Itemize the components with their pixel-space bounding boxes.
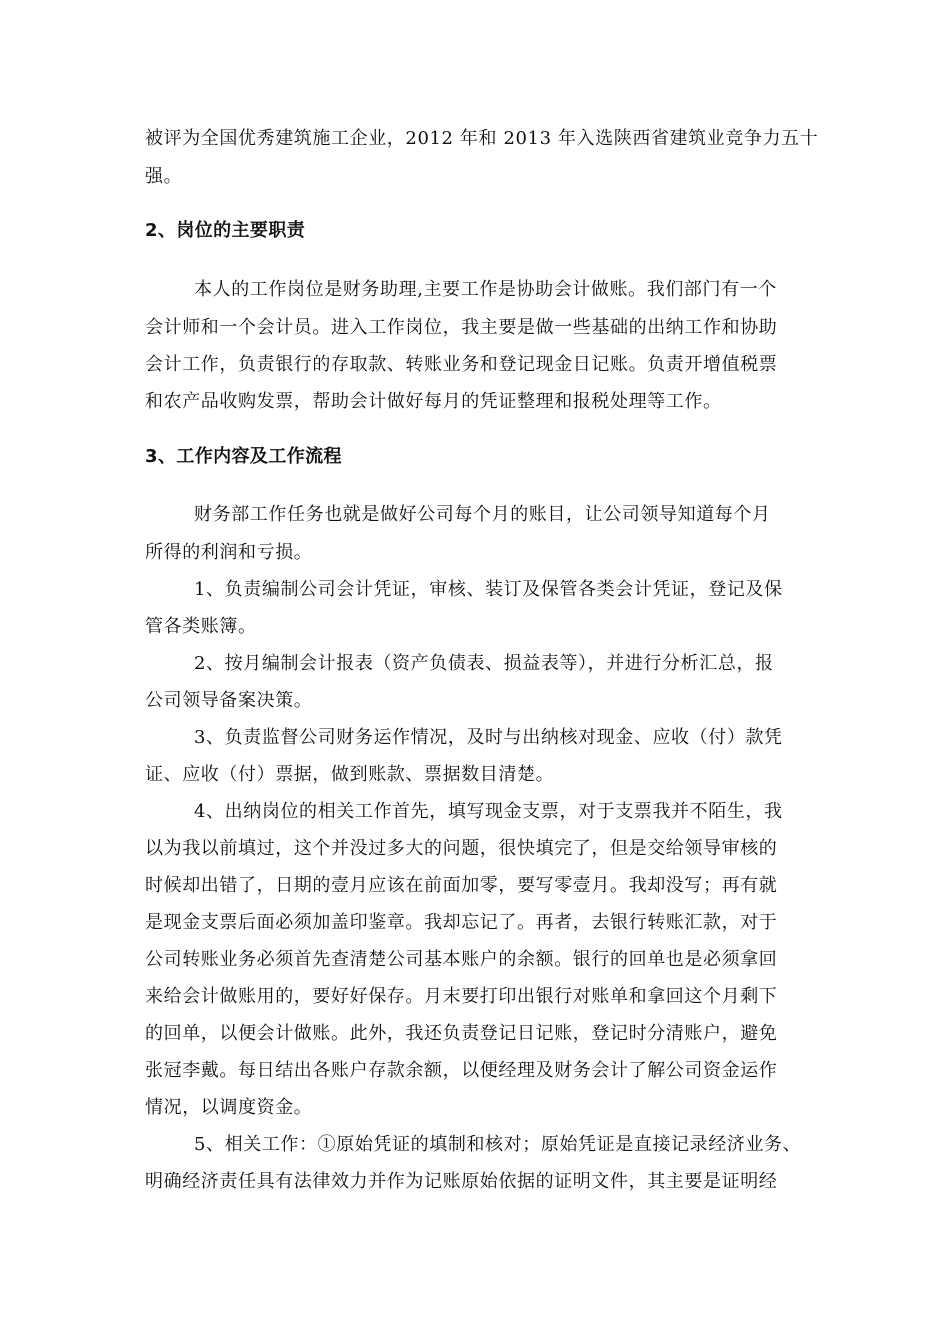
item-4-line-4: 是现金支票后面必须加盖印鉴章。我却忘记了。再者，去银行转账汇款，对于 xyxy=(145,912,778,933)
section-3-intro-line-2: 所得的利润和亏损。 xyxy=(145,542,313,563)
section-3-heading: 3、工作内容及工作流程 xyxy=(145,446,342,467)
item-4-line-8: 张冠李戴。每日结出各账户存款余额，以便经理及财务会计了解公司资金运作 xyxy=(145,1060,778,1081)
item-4-line-1: 4、出纳岗位的相关工作首先，填写现金支票，对于支票我并不陌生，我 xyxy=(194,801,783,822)
intro-line-1: 被评为全国优秀建筑施工企业，2012 年和 2013 年入选陕西省建筑业竞争力五十 xyxy=(145,128,819,149)
section-2-line-2: 会计师和一个会计员。进入工作岗位，我主要是做一些基础的出纳工作和协助 xyxy=(145,317,778,338)
item-2-line-2: 公司领导备案决策。 xyxy=(145,690,313,711)
section-2-heading: 2、岗位的主要职责 xyxy=(145,220,306,241)
section-2-line-3: 会计工作，负责银行的存取款、转账业务和登记现金日记账。负责开增值税票 xyxy=(145,354,778,375)
item-5-line-2: 明确经济责任具有法律效力并作为记账原始依据的证明文件，其主要是证明经 xyxy=(145,1171,778,1192)
item-3-line-1: 3、负责监督公司财务运作情况，及时与出纳核对现金、应收（付）款凭 xyxy=(194,727,783,748)
item-4-line-7: 的回单，以便会计做账。此外，我还负责登记日记账，登记时分清账户，避免 xyxy=(145,1023,778,1044)
item-4-line-5: 公司转账业务必须首先查清楚公司基本账户的余额。银行的回单也是必须拿回 xyxy=(145,949,778,970)
item-1-line-1: 1、负责编制公司会计凭证，审核、装订及保管各类会计凭证，登记及保 xyxy=(194,579,783,600)
section-3-intro-line-1: 财务部工作任务也就是做好公司每个月的账目，让公司领导知道每个月 xyxy=(194,504,771,525)
item-4-line-3: 时候却出错了，日期的壹月应该在前面加零，要写零壹月。我却没写；再有就 xyxy=(145,875,778,896)
item-4-line-9: 情况，以调度资金。 xyxy=(145,1097,313,1118)
intro-line-2: 强。 xyxy=(145,166,183,187)
item-2-line-1: 2、按月编制会计报表（资产负债表、损益表等），并进行分析汇总，报 xyxy=(194,653,774,674)
item-4-line-6: 来给会计做账用的，要好好保存。月末要打印出银行对账单和拿回这个月剩下 xyxy=(145,986,778,1007)
item-5-line-1: 5、相关工作：①原始凭证的填制和核对；原始凭证是直接记录经济业务、 xyxy=(194,1134,802,1155)
item-4-line-2: 以为我以前填过，这个并没过多大的问题，很快填完了，但是交给领导审核的 xyxy=(145,838,778,859)
section-2-line-4: 和农产品收购发票，帮助会计做好每月的凭证整理和报税处理等工作。 xyxy=(145,391,722,412)
section-2-line-1: 本人的工作岗位是财务助理,主要工作是协助会计做账。我们部门有一个 xyxy=(194,279,777,300)
item-3-line-2: 证、应收（付）票据，做到账款、票据数目清楚。 xyxy=(145,764,555,785)
item-1-line-2: 管各类账簿。 xyxy=(145,616,257,637)
